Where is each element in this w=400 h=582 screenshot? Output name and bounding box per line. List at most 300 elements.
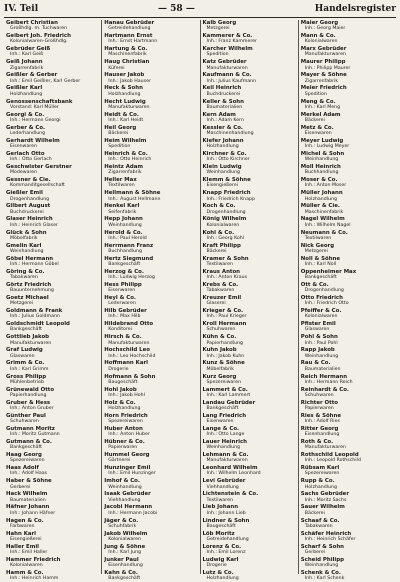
register-entry bbox=[104, 570, 197, 582]
register-entry bbox=[6, 426, 99, 438]
register-entry bbox=[104, 439, 197, 451]
entry-detail: Inh.: Jakob Kuhn bbox=[206, 353, 245, 359]
page-header bbox=[4, 2, 396, 16]
entry-detail: Inh.: Otto Gerlach bbox=[10, 157, 52, 163]
firm-name-text: König Wilhelm bbox=[202, 216, 247, 223]
firm-name-text: Schäfer Heinrich bbox=[300, 530, 352, 537]
firm-name-text: Hack Wilhelm bbox=[6, 491, 48, 498]
firm-name-text: Heinrich & Co. bbox=[104, 150, 148, 157]
register-entry bbox=[104, 151, 197, 163]
entry-detail: Weinhandlung bbox=[304, 563, 339, 569]
firm-name-text: Jäger & Co. bbox=[104, 517, 139, 524]
firm-name-text: Heck & Sohn bbox=[104, 85, 143, 92]
firm-name-text: Ludwig Karl bbox=[202, 556, 239, 563]
firm-name-text: Gutmann Moritz bbox=[6, 425, 55, 432]
register-entry bbox=[104, 138, 197, 150]
register-entry bbox=[301, 177, 394, 189]
entry-detail: Textilwaren bbox=[206, 497, 233, 503]
register-entry bbox=[104, 491, 197, 503]
entry-detail: Kolonialwaren bbox=[108, 536, 141, 542]
firm-name-text: Lichtenstein & Co. bbox=[202, 491, 259, 498]
entry-detail: Möbelfabrik bbox=[206, 366, 235, 372]
firm-name-text: Imhof & Co. bbox=[104, 478, 140, 485]
register-entry bbox=[6, 557, 99, 569]
entry-detail: Inh.: Ludwig Herzog bbox=[108, 275, 155, 281]
firm-name-text: Göbel Hermann bbox=[6, 255, 54, 262]
register-entry bbox=[104, 557, 197, 569]
entry-detail: Tabakwaren bbox=[206, 288, 235, 294]
entry-detail: Inh.: Friedrich Knapp bbox=[206, 196, 255, 202]
entry-detail: Inh.: Johann Lieb bbox=[206, 510, 246, 516]
firm-name-text: Lang Friedrich bbox=[202, 412, 247, 419]
entry-detail: Bankgeschäft bbox=[10, 327, 42, 333]
register-entry bbox=[6, 138, 99, 150]
register-entry bbox=[104, 374, 197, 386]
firm-name-text: Scheid Philipp bbox=[300, 556, 344, 563]
entry-detail: Papierwaren bbox=[108, 445, 138, 451]
firm-name-text: Heller Max bbox=[104, 177, 137, 184]
entry-detail: Gärtnerei bbox=[108, 458, 131, 464]
entry-detail: Bauunternehmung bbox=[10, 288, 54, 294]
register-entry bbox=[301, 321, 394, 333]
entry-detail: Drogerie bbox=[108, 366, 129, 372]
firm-name-text: Gerhardt Wilhelm bbox=[6, 137, 60, 144]
entry-detail: Kolonialwaren bbox=[10, 563, 43, 569]
column-2 bbox=[101, 20, 199, 582]
entry-detail: Spedition bbox=[108, 144, 131, 150]
register-entry bbox=[6, 347, 99, 359]
firm-name-text: Horn Friedrich bbox=[104, 412, 148, 419]
register-entry bbox=[301, 439, 394, 451]
register-entry bbox=[203, 347, 296, 359]
firm-name-text: Isaak Gebrüder bbox=[104, 491, 151, 498]
firm-name-text: Huber Anton bbox=[104, 425, 143, 432]
register-entry bbox=[104, 360, 197, 372]
entry-detail: Inh.: Emil Lorenz bbox=[206, 550, 246, 556]
register-entry bbox=[203, 531, 296, 543]
entry-detail: Inh.: Julius Goldmann bbox=[10, 314, 60, 320]
register-entry bbox=[301, 282, 394, 294]
firm-name-text: Hamm & Co. bbox=[6, 569, 44, 576]
entry-detail: Inh.: Karl Geiß bbox=[10, 52, 44, 58]
register-entry bbox=[301, 151, 394, 163]
firm-name-text: Pohl & Sohn bbox=[300, 334, 338, 341]
firm-name-text: Kreuzer Emil bbox=[202, 294, 242, 301]
register-entry bbox=[301, 360, 394, 372]
entry-detail: Baugeschäft bbox=[108, 379, 138, 385]
firm-name-text: Kahn & Co. bbox=[104, 569, 138, 576]
firm-name-text: Geschwister Gerstner bbox=[6, 164, 72, 171]
firm-name-text: Hartmann Ernst bbox=[104, 33, 153, 40]
entry-detail: Großhdlg. m. Tuchwaren bbox=[10, 26, 68, 32]
firm-name-text: Kraft Philipp bbox=[202, 242, 241, 249]
firm-name-text: Hilb Gebrüder bbox=[104, 308, 147, 315]
register-entry bbox=[6, 400, 99, 412]
firm-name-text: Mayer & Söhne bbox=[300, 72, 347, 79]
entry-detail: Konditorei bbox=[108, 327, 132, 333]
entry-detail: Holzhandlung bbox=[10, 91, 43, 97]
register-entry bbox=[301, 112, 394, 124]
entry-detail: Bäckerei bbox=[304, 117, 325, 123]
register-entry bbox=[203, 164, 296, 176]
entry-detail: Inh.: Karl Meng bbox=[304, 104, 341, 110]
entry-detail: Metzgerei bbox=[304, 248, 328, 254]
register-entry bbox=[301, 20, 394, 32]
firm-name-text: Gutmann & Co. bbox=[6, 439, 52, 445]
entry-detail: Eisengießerei bbox=[10, 536, 42, 542]
entry-detail: Inh.: Jakob Hauser bbox=[108, 78, 151, 84]
firm-name-text: Kühn & Co. bbox=[202, 334, 237, 341]
firm-name-text: Müller & Cie. bbox=[300, 203, 340, 210]
firm-name-text: Goldmann & Frank bbox=[6, 308, 63, 315]
firm-name-text: Oppenheimer Max bbox=[300, 268, 357, 275]
register-entry bbox=[301, 243, 394, 255]
register-entry bbox=[6, 308, 99, 320]
register-entry bbox=[6, 33, 99, 45]
firm-name-text: Junker Paul bbox=[104, 556, 139, 563]
register-entry bbox=[301, 452, 394, 464]
entry-detail: Inh.: Julius Kaufmann bbox=[206, 78, 257, 84]
firm-name-text: Görtz Friedrich bbox=[6, 281, 52, 288]
register-entry bbox=[104, 112, 197, 124]
firm-name-text: Schaaf & Co. bbox=[300, 517, 340, 524]
register-entry bbox=[301, 531, 394, 543]
register-entry bbox=[6, 570, 99, 582]
register-entry bbox=[203, 99, 296, 111]
firm-name-text: Heintz Adam bbox=[104, 164, 143, 171]
register-entry bbox=[6, 20, 99, 32]
register-entry bbox=[6, 46, 99, 58]
register-entry bbox=[104, 216, 197, 228]
entry-detail: Inh.: Adolf Ries bbox=[304, 419, 340, 425]
entry-detail: Holzhandlung bbox=[108, 91, 141, 97]
register-entry bbox=[104, 203, 197, 215]
register-entry bbox=[6, 59, 99, 71]
register-entry bbox=[104, 544, 197, 556]
register-entry bbox=[203, 20, 296, 32]
register-entry bbox=[301, 72, 394, 84]
firm-name-text: Gross Philipp bbox=[6, 373, 47, 380]
register-entry bbox=[301, 256, 394, 268]
firm-name-text: Schenk & Co. bbox=[300, 569, 341, 576]
register-entry bbox=[6, 478, 99, 490]
register-entry bbox=[301, 400, 394, 412]
entry-detail: Baumaterialien bbox=[10, 497, 46, 503]
register-entry bbox=[6, 321, 99, 333]
register-entry bbox=[6, 151, 99, 163]
entry-detail: Textilwaren bbox=[108, 183, 135, 189]
firm-name-text: Häfner Johann bbox=[6, 504, 50, 511]
register-entry bbox=[6, 164, 99, 176]
firm-name-text: Leonhard Wilhelm bbox=[202, 465, 258, 472]
entry-detail: Inh.: Karl Schenk bbox=[304, 576, 345, 582]
firm-name-text: Reich Hermann bbox=[300, 373, 348, 380]
firm-name-text: Koch & Co. bbox=[202, 203, 236, 210]
firm-name-text: Geißler Karl bbox=[6, 85, 43, 92]
firm-name-text: Roth & Co. bbox=[300, 439, 334, 445]
firm-name-text: Rothschild Leopold bbox=[300, 452, 359, 459]
register-entry bbox=[203, 439, 296, 451]
register-entry bbox=[104, 85, 197, 97]
firm-name-text: Hartung & Co. bbox=[104, 46, 148, 53]
firm-name-text: Glaser Heinrich bbox=[6, 216, 53, 223]
register-entry bbox=[203, 491, 296, 503]
firm-name-text: Rapp Jakob bbox=[300, 347, 335, 354]
register-entry bbox=[6, 374, 99, 386]
register-entry bbox=[301, 85, 394, 97]
register-entry bbox=[104, 308, 197, 320]
register-entry bbox=[203, 452, 296, 464]
header-rule bbox=[4, 17, 396, 18]
entry-detail: Kolonialwaren-Großhdlg. bbox=[10, 39, 68, 45]
register-entry bbox=[301, 465, 394, 477]
entry-detail: Schuhwaren bbox=[206, 327, 236, 333]
firm-name-text: Hertz Siegmund bbox=[104, 255, 154, 262]
firm-name-text: Hofmann & Sohn bbox=[104, 373, 156, 380]
register-entry bbox=[104, 33, 197, 45]
column-3 bbox=[200, 20, 298, 582]
firm-name-text: Keller & Sohn bbox=[202, 98, 244, 105]
firm-name-text: Reinhardt & Co. bbox=[300, 386, 349, 393]
register-entry bbox=[301, 203, 394, 215]
register-entry bbox=[6, 243, 99, 255]
register-entry bbox=[6, 99, 99, 111]
register-entry bbox=[203, 570, 296, 582]
firm-name-text: Jung & Söhne bbox=[104, 543, 146, 550]
entry-detail: Seifenfabrik bbox=[108, 209, 137, 215]
firm-name-text: Meng & Co. bbox=[300, 98, 336, 105]
firm-name-text: Pfeiffer & Co. bbox=[300, 308, 342, 315]
register-entry bbox=[203, 72, 296, 84]
entry-detail: Papierhandlung bbox=[206, 340, 244, 346]
entry-detail: Gerberei bbox=[10, 484, 31, 490]
entry-detail: Papierhandlung bbox=[10, 392, 47, 398]
entry-detail: Küferei bbox=[108, 65, 125, 71]
register-entry bbox=[301, 46, 394, 58]
firm-name-text: Metz & Co. bbox=[300, 124, 334, 131]
firm-name-text: Gmelin Karl bbox=[6, 242, 42, 249]
entry-detail: Bäckerei bbox=[304, 510, 325, 516]
firm-name-text: Kohl & Co. bbox=[202, 229, 235, 236]
entry-detail: Inh.: Johann Häfner bbox=[10, 510, 56, 516]
register-entry bbox=[203, 387, 296, 399]
entry-detail: Inh.: August Hellmann bbox=[108, 196, 161, 202]
register-entry bbox=[203, 360, 296, 372]
firm-name-text: Heil Georg bbox=[104, 124, 137, 131]
firm-name-text: Nagel Wilhelm bbox=[300, 216, 345, 223]
firm-name-text: Sachs Gebrüder bbox=[300, 491, 349, 498]
firm-name-text: Hepp Johann bbox=[104, 216, 143, 223]
entry-detail: Metzgerei bbox=[10, 301, 34, 307]
register-entry bbox=[203, 321, 296, 333]
entry-detail: Holzhandlung bbox=[206, 576, 239, 582]
firm-name-text: Lindner & Sohn bbox=[202, 517, 250, 524]
firm-name-text: Kraus Anton bbox=[202, 268, 241, 275]
firm-name-text: Hochschild Leo bbox=[104, 347, 150, 354]
firm-name-text: Gießler Emil bbox=[6, 190, 43, 197]
entry-detail: Möbelfabrik bbox=[10, 235, 38, 241]
entry-detail: Manufakturwaren bbox=[108, 104, 150, 110]
firm-name-text: Hammer Friedrich bbox=[6, 556, 61, 563]
entry-detail: Lederwaren bbox=[108, 301, 136, 307]
entry-detail: Bankgeschäft bbox=[108, 261, 141, 267]
entry-detail: Holzhandlung bbox=[206, 144, 239, 150]
firm-name-text: Geiß Johann bbox=[6, 59, 43, 66]
entry-detail: Metzgerei bbox=[206, 26, 230, 32]
register-entry bbox=[104, 478, 197, 490]
firm-name-text: Geibert Christian bbox=[6, 20, 58, 26]
firm-name-text: Glück & Sohn bbox=[6, 229, 47, 236]
register-entry bbox=[6, 125, 99, 137]
firm-name-text: Ott & Co. bbox=[300, 281, 329, 288]
firm-name-text: Ritter Georg bbox=[300, 425, 339, 432]
firm-name-text: Otto Friedrich bbox=[300, 294, 343, 301]
entry-detail: Drogenhandlung bbox=[304, 288, 344, 294]
register-entry bbox=[6, 72, 99, 84]
firm-name-text: Haag Georg bbox=[6, 452, 42, 459]
firm-name-text: Kramer & Sohn bbox=[202, 255, 249, 262]
firm-name-text: Gilbert August bbox=[6, 203, 51, 210]
entry-detail: Gerberei bbox=[304, 550, 326, 556]
entry-detail: Inh.: Paul Pohl bbox=[304, 340, 338, 346]
entry-detail: Inh.: Hermann Jacobi bbox=[108, 510, 158, 516]
register-entry bbox=[203, 478, 296, 490]
entry-detail: Buchdruckerei bbox=[206, 91, 241, 97]
entry-detail: Inh.: Friedrich Otto bbox=[304, 301, 349, 307]
page-number: — 58 — bbox=[158, 4, 195, 14]
firm-name-text: Gessner & Cie. bbox=[6, 177, 51, 184]
firm-name-text: Kirchner & Co. bbox=[202, 150, 247, 157]
entry-detail: Manufakturwaren bbox=[10, 340, 52, 346]
firm-name-text: Rübsam Karl bbox=[300, 465, 340, 472]
register-entry bbox=[301, 504, 394, 516]
firm-name-text: Meier Friedrich bbox=[300, 85, 347, 92]
register-entry bbox=[301, 347, 394, 359]
register-entry bbox=[104, 531, 197, 543]
entry-detail: Eisenwaren bbox=[304, 131, 332, 137]
firm-name-text: Kuhn Jakob bbox=[202, 347, 237, 354]
firm-name-text: Jakob Wilhelm bbox=[104, 530, 148, 537]
column-4 bbox=[298, 20, 396, 582]
register-entry bbox=[104, 59, 197, 71]
register-entry bbox=[104, 269, 197, 281]
section-label: IV. Teil bbox=[4, 4, 39, 14]
register-entry bbox=[203, 138, 296, 150]
firm-name-text: Haug Christian bbox=[104, 59, 150, 66]
entry-detail: Inh.: Karl Jung bbox=[108, 550, 142, 556]
register-entry bbox=[6, 465, 99, 477]
register-entry bbox=[104, 295, 197, 307]
register-entry bbox=[104, 243, 197, 255]
register-entry bbox=[203, 190, 296, 202]
register-entry bbox=[203, 295, 296, 307]
entry-detail: Kolonialwaren bbox=[304, 314, 338, 320]
entry-detail: Weinhandlung bbox=[304, 353, 339, 359]
register-entry bbox=[301, 99, 394, 111]
entry-detail: Kolonialwaren bbox=[206, 222, 240, 228]
firm-name-text: Grünewald Otto bbox=[6, 386, 55, 393]
entry-detail: Schuhwaren bbox=[304, 392, 334, 398]
register-entry bbox=[203, 504, 296, 516]
entry-detail: Inh.: Wilhelm Leonhard bbox=[206, 471, 261, 477]
register-entry bbox=[104, 334, 197, 346]
entry-detail: Holzhandlung bbox=[304, 196, 337, 202]
entry-detail: Inh.: Moritz Sachs bbox=[304, 497, 347, 503]
register-entry bbox=[203, 243, 296, 255]
register-entry bbox=[104, 230, 197, 242]
register-entry bbox=[203, 230, 296, 242]
firm-name-text: Hirsch & Co. bbox=[104, 334, 142, 341]
firm-name-text: Graf Ludwig bbox=[6, 347, 43, 354]
register-entry bbox=[6, 230, 99, 242]
register-entry bbox=[104, 321, 197, 333]
register-entry bbox=[104, 400, 197, 412]
entry-detail: Buchhandlung bbox=[304, 170, 339, 176]
entry-detail: Inh.: Wilhelm Nagel bbox=[304, 222, 351, 228]
entry-detail: Maschinenfabrik bbox=[304, 209, 344, 215]
register-entry bbox=[104, 347, 197, 359]
firm-name-text: Haas Adolf bbox=[6, 465, 39, 472]
firm-name-text: Klemm & Söhne bbox=[202, 177, 251, 184]
register-entry bbox=[6, 518, 99, 530]
entry-detail: Kommanditgesellschaft bbox=[10, 183, 65, 189]
entry-detail: Bankgeschäft bbox=[304, 275, 337, 281]
firm-name-text: Michel & Sohn bbox=[300, 150, 345, 157]
entry-detail: Inh.: Ludwig Meyer bbox=[304, 144, 350, 150]
entry-detail: Holzhandlung bbox=[108, 406, 141, 412]
register-entry bbox=[203, 216, 296, 228]
register-entry bbox=[104, 99, 197, 111]
register-entry bbox=[301, 59, 394, 71]
firm-name-text: Kalb Georg bbox=[202, 20, 237, 26]
register-entry bbox=[104, 164, 197, 176]
firm-name-text: Hunzinger Emil bbox=[104, 465, 151, 472]
register-entry bbox=[104, 504, 197, 516]
firm-name-text: Hummel Georg bbox=[104, 452, 150, 459]
firm-name-text: Heim Wilhelm bbox=[104, 137, 147, 144]
firm-name-text: Krebs & Co. bbox=[202, 281, 239, 288]
register-entry bbox=[6, 177, 99, 189]
entry-detail: Papierwaren bbox=[304, 406, 334, 412]
register-entry bbox=[6, 334, 99, 346]
register-entry bbox=[301, 125, 394, 137]
firm-name-text: Gerlach Otto bbox=[6, 150, 45, 157]
entry-detail: Manufakturwaren bbox=[304, 52, 346, 58]
firm-name-text: Hagen & Co. bbox=[6, 517, 44, 524]
firm-name-text: Gebrüder Geiß bbox=[6, 46, 51, 53]
firm-name-text: Neumann & Co. bbox=[300, 229, 348, 236]
firm-name-text: Jacobi Hermann bbox=[104, 504, 153, 511]
register-entry bbox=[301, 544, 394, 556]
firm-name-text: Karcher Wilhelm bbox=[202, 46, 253, 53]
entry-detail: Spezereiwaren bbox=[108, 419, 143, 425]
firm-name-text: Herzog & Co. bbox=[104, 268, 144, 275]
entry-detail: Inh.: Anton Huber bbox=[108, 432, 150, 438]
entry-detail: Manufakturwaren bbox=[206, 65, 248, 71]
firm-name-text: Günther Paul bbox=[6, 412, 46, 419]
column-1 bbox=[4, 20, 101, 582]
entry-detail: Viehhandlung bbox=[206, 484, 239, 490]
firm-name-text: Hahn Karl bbox=[6, 530, 37, 537]
entry-detail: Inh.: Emil Haller bbox=[10, 550, 48, 556]
register-entry bbox=[6, 531, 99, 543]
register-entry bbox=[6, 282, 99, 294]
entry-detail: Bankgeschäft bbox=[10, 445, 42, 451]
entry-detail: Zigarrenfabrik bbox=[304, 78, 339, 84]
register-entry bbox=[104, 20, 197, 32]
entry-detail: Eisenwaren bbox=[10, 144, 37, 150]
firm-name-text: Hübner & Co. bbox=[104, 439, 145, 445]
